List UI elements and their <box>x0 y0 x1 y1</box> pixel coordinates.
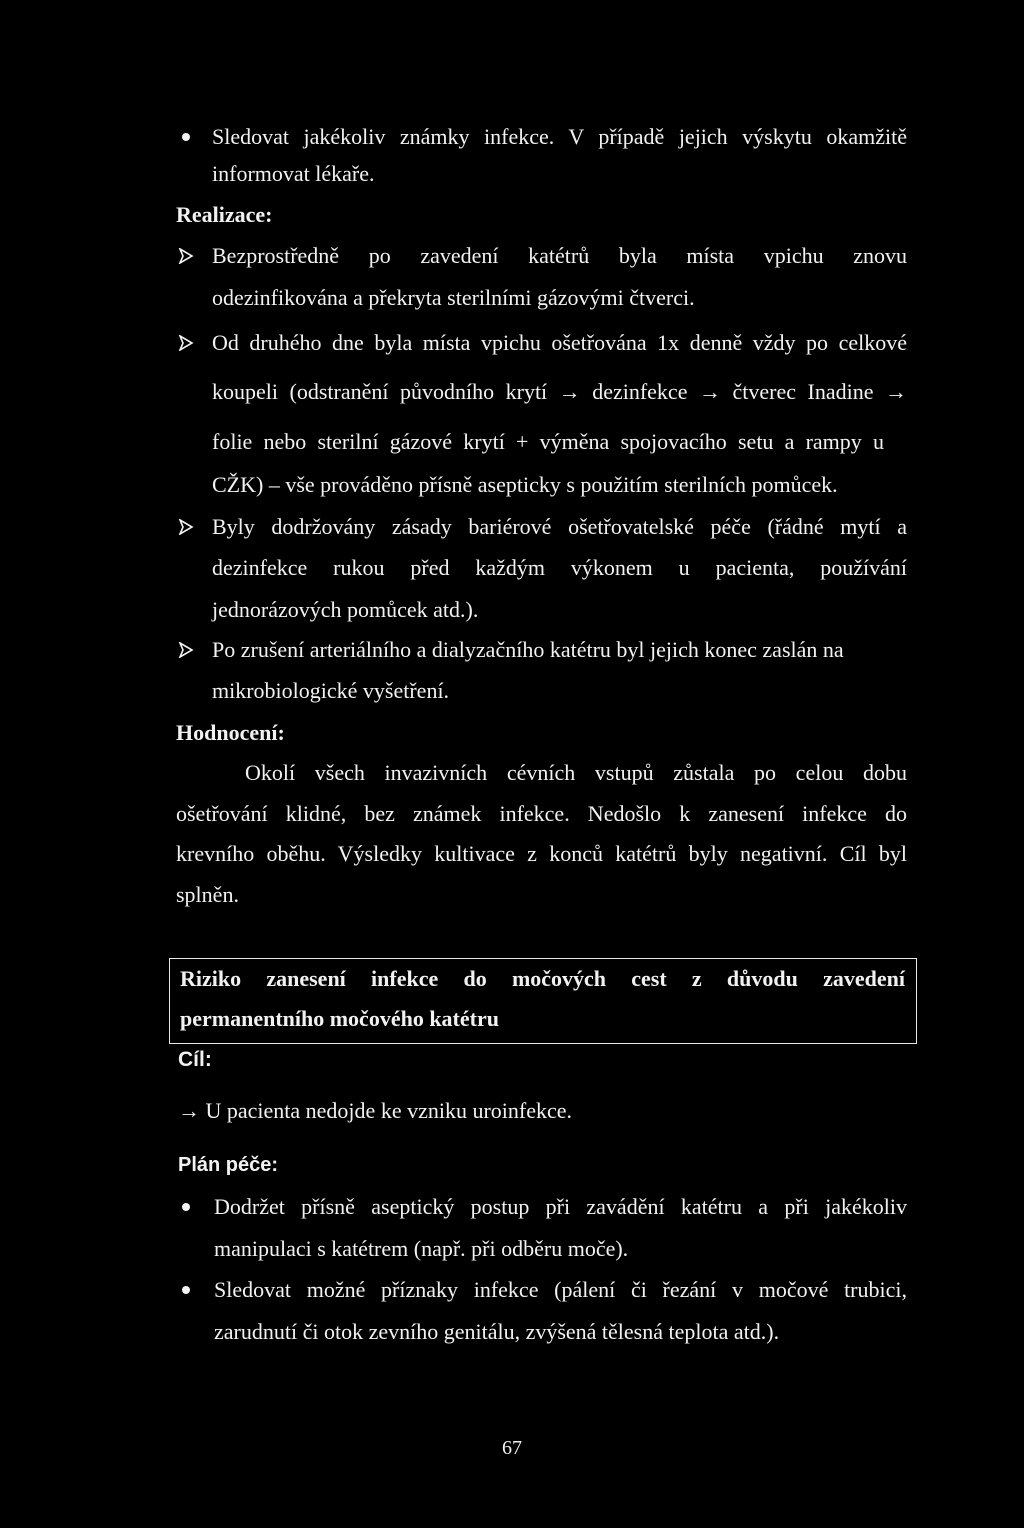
bullet-icon <box>182 1286 190 1294</box>
hodnoceni-line3: krevního oběhu. Výsledky kultivace z konců katétrů byly negativní. Cíl byl <box>176 841 907 866</box>
realizace-item2-line4: CŽK) – vše prováděno přísně asepticky s použitím sterilních pomůcek. <box>212 472 838 497</box>
realizace-item1-line2: odezinfikována a překryta sterilními gázovými čtverci. <box>212 285 695 310</box>
realizace-item3-line1: Byly dodržovány zásady bariérové ošetřovatelské péče (řádné mytí a <box>212 514 907 539</box>
realizace-item4-line1: Po zrušení arteriálního a dialyzačního katétru byl jejich konec zaslán na <box>212 637 844 662</box>
prev-bullet-line1: Sledovat jakékoliv známky infekce. V případě jejich výskytu okamžitě <box>212 124 907 149</box>
page-number: 67 <box>502 1437 522 1459</box>
realizace-item2-line1: Od druhého dne byla místa vpichu ošetřována 1x denně vždy po celkové <box>212 330 907 355</box>
realizace-item4-line2: mikrobiologické vyšetření. <box>212 678 450 703</box>
chevron-right-icon <box>178 335 194 351</box>
chevron-right-icon <box>178 248 194 264</box>
plan-item2-line2: zarudnutí či otok zevního genitálu, zvýšená tělesná teplota atd.). <box>214 1319 780 1344</box>
realizace-item3-line2: dezinfekce rukou před každým výkonem u pacienta, používání <box>212 555 907 580</box>
realizace-item3-line3: jednorázových pomůcek atd.). <box>212 597 479 622</box>
realizace-heading: Realizace: <box>176 202 273 227</box>
prev-bullet-line2: informovat lékaře. <box>212 161 375 186</box>
bullet-icon <box>182 1203 190 1211</box>
hodnoceni-heading: Hodnocení: <box>176 720 285 745</box>
plan-heading: Plán péče: <box>178 1154 279 1176</box>
hodnoceni-line4: splněn. <box>176 882 239 907</box>
realizace-item2-line2: koupeli (odstranění původního krytí → dezinfekce → čtverec Inadine → <box>212 379 907 404</box>
hodnoceni-line2: ošetřování klidné, bez známek infekce. Nedošlo k zanesení infekce do <box>176 801 907 826</box>
plan-item1-line1: Dodržet přísně aseptický postup při zavádění katétru a při jakékoliv <box>214 1194 907 1219</box>
cil-heading: Cíl: <box>178 1048 212 1071</box>
cil-text: → U pacienta nedojde ke vzniku uroinfekce. <box>178 1098 573 1123</box>
plan-item1-line2: manipulaci s katétrem (např. při odběru moče). <box>214 1236 629 1261</box>
diagnosis-line1: Riziko zanesení infekce do močových cest z důvodu zavedení <box>180 966 905 991</box>
realizace-item1-line1: Bezprostředně po zavedení katétrů byla místa vpichu znovu <box>212 243 907 268</box>
hodnoceni-line1: Okolí všech invazivních cévních vstupů zůstala po celou dobu <box>245 760 907 785</box>
realizace-item2-line3: folie nebo sterilní gázové krytí + výměna spojovacího setu a rampy u <box>212 429 884 454</box>
diagnosis-line2: permanentního močového katétru <box>180 1006 499 1031</box>
chevron-right-icon <box>178 519 194 535</box>
plan-item2-line1: Sledovat možné příznaky infekce (pálení či řezání v močové trubici, <box>214 1277 907 1302</box>
bullet-icon <box>182 133 190 141</box>
chevron-right-icon <box>178 642 194 658</box>
